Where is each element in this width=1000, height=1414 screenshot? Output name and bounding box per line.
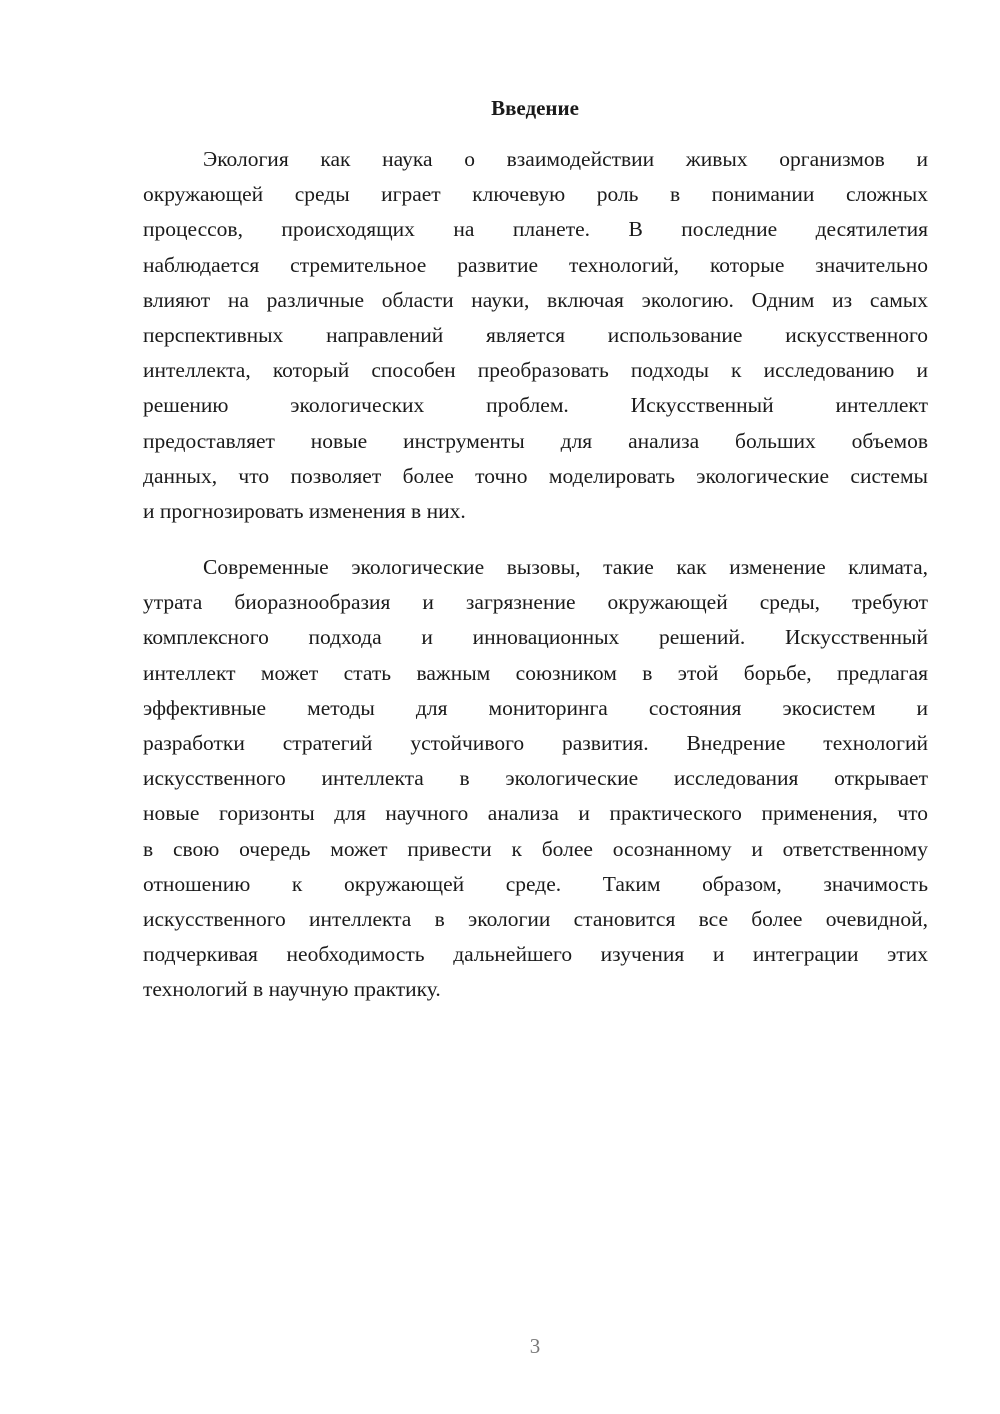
text-line: в свою очередь может привести к более осознанному и ответственному bbox=[143, 836, 928, 861]
paragraph-1 bbox=[143, 142, 928, 529]
text-line: влияют на различные области науки, включая экологию. Одним из самых bbox=[143, 287, 928, 312]
text-line: утрата биоразнообразия и загрязнение окружающей среды, требуют bbox=[143, 590, 928, 615]
text-line: искусственного интеллекта в экологии становится все более очевидной, bbox=[143, 906, 928, 931]
text-line: отношению к окружающей среде. Таким образом, значимость bbox=[143, 871, 928, 896]
text-line: и прогнозировать изменения в них. bbox=[143, 498, 466, 523]
text-line: решению экологических проблем. Искусственный интеллект bbox=[143, 393, 928, 418]
text-line: эффективные методы для мониторинга состояния экосистем и bbox=[143, 695, 928, 720]
text-line: Экология как наука о взаимодействии живых организмов и bbox=[203, 147, 928, 171]
text-line: подчеркивая необходимость дальнейшего изучения и интеграции этих bbox=[143, 942, 928, 967]
text-line: новые горизонты для научного анализа и практического применения, что bbox=[143, 801, 928, 826]
text-line: разработки стратегий устойчивого развития. Внедрение технологий bbox=[143, 730, 928, 755]
paragraph-2 bbox=[143, 550, 928, 1007]
text-line: технологий в научную практику. bbox=[143, 977, 441, 1002]
section-heading: Введение bbox=[491, 96, 579, 120]
text-line: процессов, происходящих на планете. В последние десятилетия bbox=[143, 217, 928, 242]
text-line: предоставляет новые инструменты для анализа больших объемов bbox=[143, 428, 928, 453]
text-line: данных, что позволяет более точно моделировать экологические системы bbox=[143, 463, 928, 488]
text-line: интеллекта, который способен преобразовать подходы к исследованию и bbox=[143, 358, 928, 383]
text-line: окружающей среды играет ключевую роль в понимании сложных bbox=[143, 182, 928, 207]
text-line: искусственного интеллекта в экологические исследования открывает bbox=[143, 766, 928, 791]
text-line: перспективных направлений является использование искусственного bbox=[143, 322, 928, 347]
text-line: комплексного подхода и инновационных решений. Искусственный bbox=[143, 625, 928, 650]
text-line: Современные экологические вызовы, такие как изменение климата, bbox=[203, 555, 928, 579]
page-number: 3 bbox=[529, 1334, 541, 1358]
text-line: интеллект может стать важным союзником в этой борьбе, предлагая bbox=[143, 660, 928, 685]
text-line: наблюдается стремительное развитие технологий, которые значительно bbox=[143, 252, 928, 277]
